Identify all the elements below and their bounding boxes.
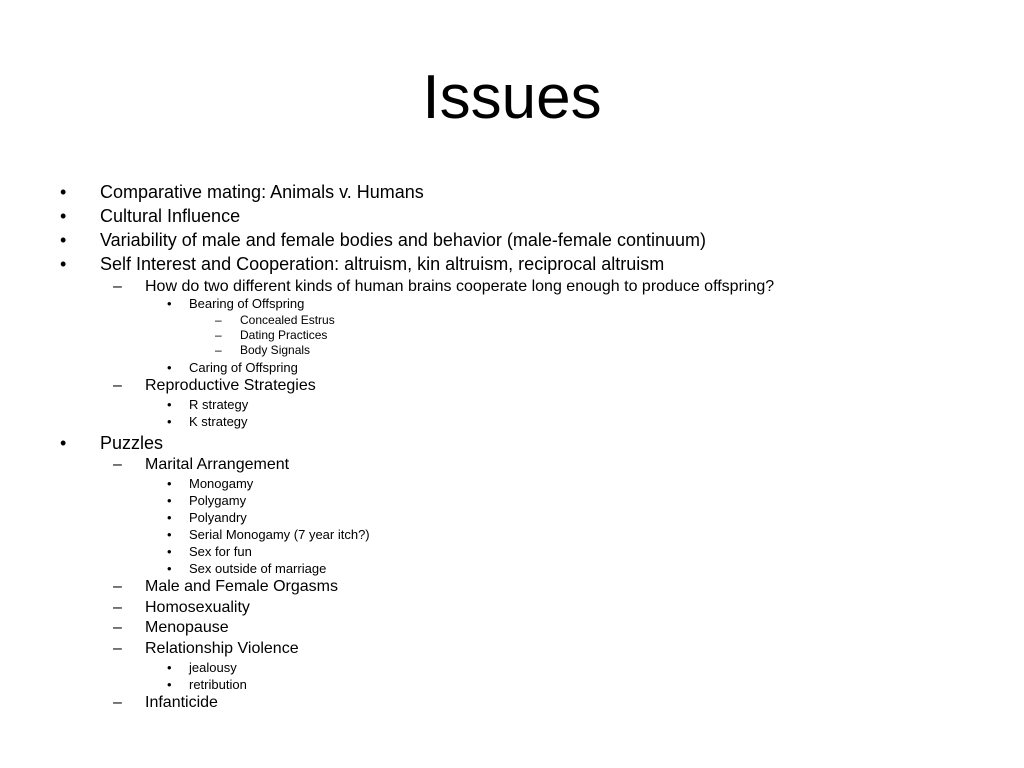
outline-item-text: K strategy [189, 414, 248, 429]
outline-item-text: How do two different kinds of human brains cooperate long enough to produce offspring? [145, 278, 775, 295]
outline-item-text: Polygamy [189, 493, 247, 508]
outline-item-text: Menopause [145, 619, 229, 636]
bullet-marker: • [167, 677, 172, 692]
outline-item-text: Bearing of Offspring [189, 296, 305, 311]
bullet-marker: • [60, 254, 67, 274]
dash-marker: – [113, 619, 122, 636]
bullet-marker: • [167, 360, 172, 375]
dash-marker: – [113, 578, 122, 595]
outline-item-text: Variability of male and female bodies and behavior (male-female continuum) [100, 230, 706, 250]
outline-item-text: Reproductive Strategies [145, 377, 316, 394]
dash-marker: – [113, 278, 122, 295]
outline-item-text: Puzzles [100, 433, 164, 453]
outline-item-text: jealousy [189, 660, 237, 675]
bullet-marker: • [167, 414, 172, 429]
outline-item-text: Relationship Violence [145, 640, 299, 657]
bullet-marker: • [167, 561, 172, 576]
outline-item-text: Self Interest and Cooperation: altruism, kin altruism, reciprocal altruism [100, 254, 665, 274]
bullet-marker: • [60, 182, 67, 202]
outline-item-text: Cultural Influence [100, 206, 241, 226]
bullet-marker: • [167, 397, 172, 412]
outline-item-text: Homosexuality [145, 599, 250, 616]
dash-marker: – [113, 456, 122, 473]
dash-marker: – [113, 694, 122, 711]
dash-marker: – [113, 640, 122, 657]
dash-marker: – [113, 377, 122, 394]
bullet-marker: • [167, 544, 172, 559]
outline-item-text: Monogamy [189, 476, 254, 491]
outline-item-text: Dating Practices [240, 328, 328, 342]
bullet-marker: • [167, 660, 172, 675]
bullet-marker: • [60, 206, 67, 226]
outline-item-text: Serial Monogamy (7 year itch?) [189, 527, 370, 542]
bullet-marker: • [167, 296, 172, 311]
bullet-marker: • [60, 433, 67, 453]
bullet-marker: • [167, 510, 172, 525]
dash-marker: – [113, 599, 122, 616]
bullet-marker: • [167, 476, 172, 491]
slide-title: Issues [422, 63, 602, 132]
outline-item-text: R strategy [189, 397, 249, 412]
bullet-marker: • [167, 493, 172, 508]
outline-item-text: Male and Female Orgasms [145, 578, 338, 595]
bullet-marker: • [60, 230, 67, 250]
dash-marker: – [215, 343, 222, 357]
outline-item-text: Sex outside of marriage [189, 561, 327, 576]
outline-item-text: Polyandry [189, 510, 247, 525]
outline-item-text: Caring of Offspring [189, 360, 298, 375]
outline-item-text: Sex for fun [189, 544, 252, 559]
outline-item-text: retribution [189, 677, 247, 692]
outline-item-text: Concealed Estrus [240, 313, 335, 327]
dash-marker: – [215, 328, 222, 342]
dash-marker: – [215, 313, 222, 327]
outline-item-text: Marital Arrangement [145, 456, 290, 473]
outline-item-text: Infanticide [145, 694, 218, 711]
bullet-marker: • [167, 527, 172, 542]
outline-item-text: Body Signals [240, 343, 311, 357]
outline-item-text: Comparative mating: Animals v. Humans [100, 182, 424, 202]
